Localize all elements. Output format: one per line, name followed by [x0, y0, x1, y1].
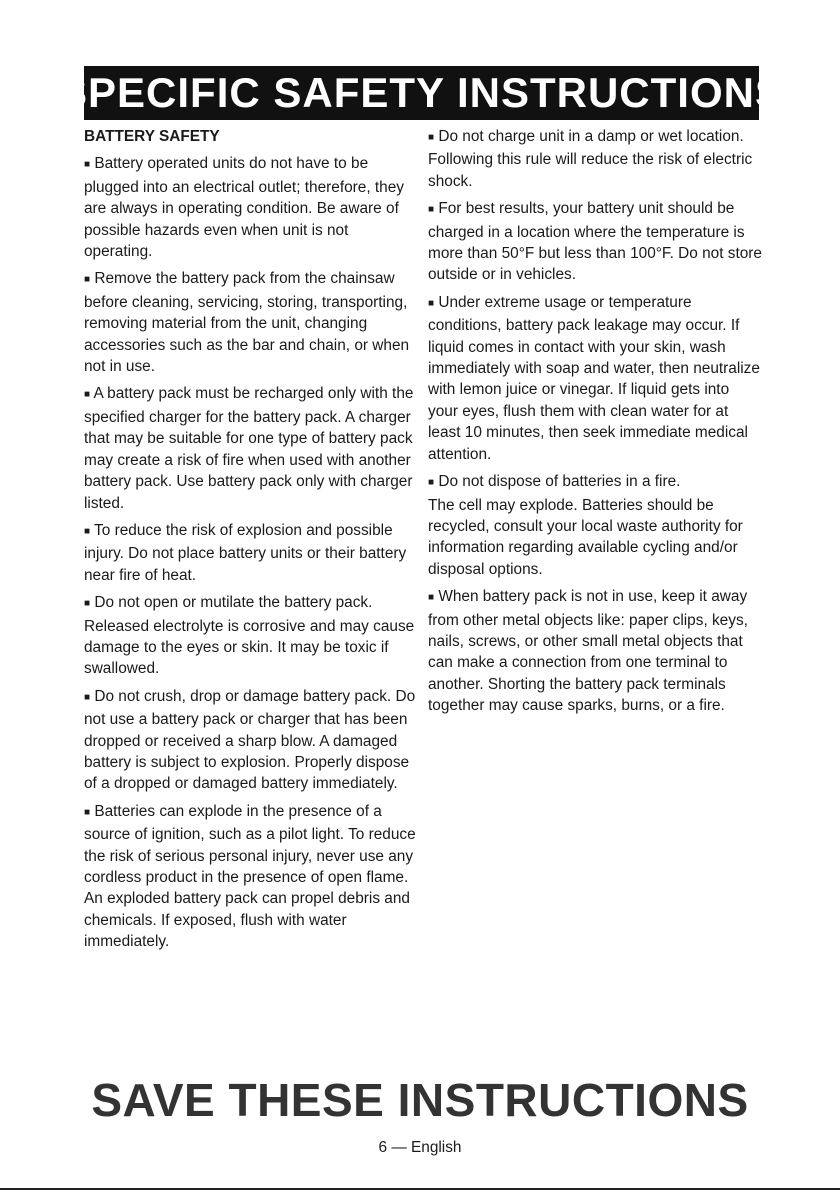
safety-rule: ■ Do not dispose of batteries in a fire.: [428, 473, 681, 491]
safety-rule: ■ A battery pack must be recharged only with the specified charger for the battery pack. A charger that may be suitable for one type of battery pack may create a risk of fire when used with another battery pack. Use battery pack only with charger listed.: [84, 385, 414, 512]
safety-rule: ■ Batteries can explode in the presence of a source of ignition, such as a pilot light. To reduce the risk of serious personal injury, never use any cordless product in the presence of open flame. An exploded battery pack can propel debris and chemicals. If exposed, flush with water immediately.: [84, 802, 416, 951]
safety-rule: ■ Do not charge unit in a damp or wet location. Following this rule will reduce the risk of electric shock.: [428, 128, 753, 190]
bullet-icon: ■: [428, 297, 435, 309]
safety-rule: ■ When battery pack is not in use, keep it away from other metal objects like: paper clips, keys, nails, screws, or other small metal objects that can make a connection from one terminal to another. Shorting the battery pack terminals together may cause sparks, burns, or a fire.: [428, 588, 748, 715]
section-title-banner: [59, 66, 784, 120]
bullet-icon: ■: [428, 132, 435, 143]
bullet-icon: ■: [84, 389, 91, 401]
safety-rule-continuation: The cell may explode. Batteries should be recycled, consult your local waste authority for information regarding available cycling and/or disposal options.: [428, 496, 743, 578]
safety-rule: ■ For best results, your battery unit should be charged in a location where the temperature is more than 50°F but less than 100°F. Do not store outside or in vehicles.: [428, 200, 762, 284]
save-instructions-heading: SAVE THESE INSTRUCTIONS: [91, 1074, 749, 1126]
bullet-icon: ■: [428, 592, 435, 604]
bullet-icon: ■: [84, 159, 91, 171]
page-footer: 6 — English: [378, 1139, 462, 1156]
safety-rule: ■ Battery operated units do not have to be plugged into an electrical outlet; therefore, they are always in operating condition. Be aware of possible hazards even when unit is not operating.: [84, 155, 404, 261]
battery-safety-heading: BATTERY SAFETY: [84, 128, 220, 145]
bullet-icon: ■: [84, 525, 91, 537]
right-column: [428, 126, 762, 723]
bullet-icon: ■: [428, 477, 435, 489]
section-title: SPECIFIC SAFETY INSTRUCTIONS: [59, 69, 784, 116]
bullet-icon: ■: [84, 274, 91, 286]
bullet-icon: ■: [84, 806, 91, 818]
left-column: [84, 126, 416, 959]
bottom-rule: [0, 1188, 840, 1190]
safety-rule: ■ Remove the battery pack from the chainsaw before cleaning, servicing, storing, transporting, removing material from the unit, changing accessories such as the bar and chain, or when not in use.: [84, 270, 410, 376]
safety-rule: ■ To reduce the risk of explosion and possible injury. Do not place battery units or their battery near fire of heat.: [84, 521, 407, 584]
safety-rule: ■ Do not crush, drop or damage battery pack. Do not use a battery pack or charger that has been dropped or received a sharp blow. A damaged battery is subject to explosion. Properly dispose of a dropped or damaged battery immediately.: [84, 687, 416, 793]
bullet-icon: ■: [428, 204, 435, 216]
safety-rule: ■ Do not open or mutilate the battery pack. Released electrolyte is corrosive and may cause damage to the eyes or skin. It may be toxic if swallowed.: [84, 594, 415, 678]
bullet-icon: ■: [84, 691, 91, 703]
bullet-icon: ■: [84, 598, 91, 610]
safety-rule: ■ Under extreme usage or temperature conditions, battery pack leakage may occur. If liquid comes in contact with your skin, wash immediately with soap and water, then neutralize with lemon juice or vinegar. If liquid gets into your eyes, flush them with clean water for at least 10 minutes, then seek immediate medical attention.: [428, 293, 760, 463]
